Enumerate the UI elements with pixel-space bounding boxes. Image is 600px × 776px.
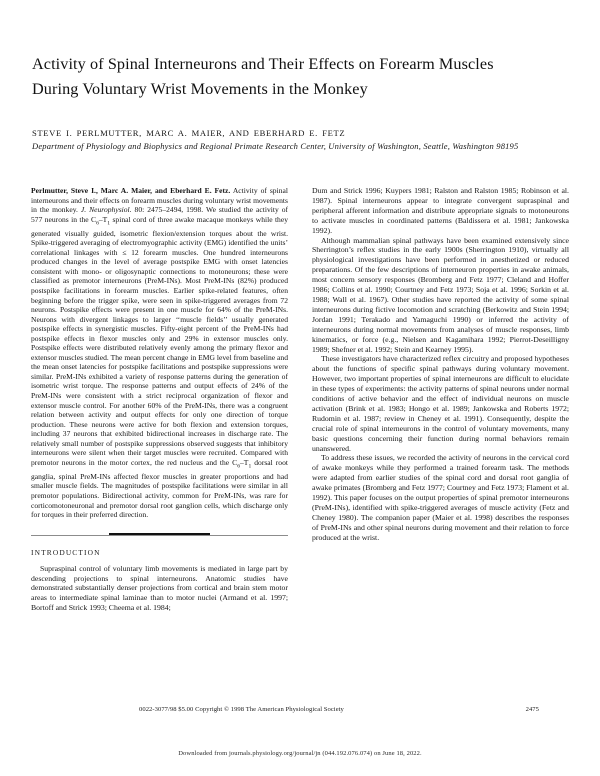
intro-paragraph-3 [312, 354, 569, 453]
divider-thick-line [109, 533, 210, 536]
abstract-body-part3: dorsal root ganglia, spinal PreM-INs affected flexor muscles in greater proportions and had smaller muscle fields. The magnitudes of postspike facilitations were similar in all premotor populations. Bidirectional activity, common for PreM-INs, was rare for corticomotoneuronal and premotor dorsal root ganglion cells, which discharge only for torques in their preferred direction. [31, 457, 288, 520]
column-right [312, 186, 569, 543]
paragraph: Although mammalian spinal pathways have been examined extensively since Sherrington’s reflex studies in the early 1900s (Sherrington 1910), virtually all physiological investigations have been performed in anesthetized or reduced preparations. Of the few descriptions of interneuron properties in awake animals, most concern sensory responses (Bromberg and Fetz 1977; Cleland and Hoffer 1986; Collins et al. 1990; Courtney and Fetz 1973; Soja et al. 1996; Sorkin et al. 1988; Wall et al. 1967). Other studies have reported the activity of some spinal interneurons during fictive locomotion and scratching (Berkowitz and Stein 1994; Jordan 1991; Terakado and Yamaguchi 1990) or inferred the activity of interneurons during normal movements from analyses of muscle responses, limb kinematics, or force (e.g., Nielsen and Kagamihara 1992; Pierrot-Deseilligny 1989; Shefner et al. 1992; Stein and Kearney 1995). [312, 235, 569, 354]
intro-paragraph-4 [312, 453, 569, 542]
paragraph: Supraspinal control of voluntary limb movements is mediated in large part by descending projections to spinal interneurons. Anatomic studies have demonstrated substantially denser projections from cortical and brain stem motor areas to intermediate spinal laminae than to motor nuclei (Armand et al. 1997; Bortoff and Strick 1993; Cheema et al. 1984; [31, 563, 288, 613]
section-divider [31, 529, 288, 543]
author-list: STEVE I. PERLMUTTER, MARC A. MAIER, AND EBERHARD E. FETZ [32, 128, 346, 138]
abstract-sub-c6: 6 [96, 220, 99, 227]
abstract [31, 186, 288, 520]
page-title [32, 52, 568, 102]
abstract-citation-title: Activity of spinal interneurons and their effects on forearm muscles during voluntary wrist movements in the monkey. [31, 186, 288, 215]
copyright-notice: 0022-3077/98 $5.00 Copyright © 1998 The American Physiological Society [139, 706, 344, 713]
abstract-dash-t: –T [98, 214, 108, 224]
abstract-sub-t1-b: 1 [248, 463, 252, 470]
affiliation: Department of Physiology and Biophysics and Regional Primate Research Center, University of Washington, Seattle, Washington 98195 [32, 140, 519, 151]
footer [139, 706, 539, 713]
paragraph: These investigators have characterized reflex circuitry and proposed hypotheses about the functions of specific spinal pathways during voluntary movement. However, two important properties of spinal interneurons are difficult to elucidate in these types of experiments: the activity patterns of spinal neurons under normal conditions of active behavior and the effect of individual neurons on muscle activation (Brink et al. 1983; Hongo et al. 1989; Jankowska and Roberts 1972; Rudomin et al. 1987; review in Cheney et al. 1991). Consequently, despite the crucial role of spinal interneurons in the control of voluntary movements, many basic questions concerning their function during normal behaviors remain unanswered. [312, 354, 569, 453]
paragraph: To address these issues, we recorded the activity of neurons in the cervical cord of awake monkeys while they performed a trained forearm task. The methods were adapted from earlier studies of the spinal cord and dorsal root ganglia of awake primates (Bromberg and Fetz 1977; Courtney and Fetz 1973; Flament et al. 1992). This paper focuses on the output properties of spinal premotor interneurons (PreM-INs), identified with spike-triggered averages of muscle activity (Fetz and Cheney 1980). The companion paper (Maier et al. 1998) describes the responses of PreM-INs and other spinal neurons during movement and their relation to force produced at the wrist. [312, 453, 569, 542]
abstract-citation-authors: Perlmutter, Steve I., Marc A. Maier, and Eberhard E. Fetz. [31, 186, 231, 195]
column-left [31, 186, 288, 613]
abstract-dash-t-b: –T [240, 457, 249, 467]
intro-paragraph-1-left [31, 564, 288, 614]
author-block [32, 127, 568, 152]
section-heading-introduction: INTRODUCTION [31, 547, 101, 557]
title-block [32, 52, 568, 102]
intro-paragraph-1-right [312, 186, 569, 236]
download-notice: Downloaded from journals.physiology.org/journal/jn (044.192.076.074) on June 18, 2022. [178, 750, 422, 757]
abstract-journal-name: J. Neurophysiol. [80, 205, 132, 215]
abstract-body-part2: spinal cord of three awake macaque monkeys while they generated visually guided, isometric flexion/extension torques about the wrist. Spike-triggered averaging of electromyographic activity (EMG) identified the units’ correlational linkages with ≤ 12 forearm muscles. One hundred interneurons produced changes in the level of average postspike EMG with onset latencies consistent with mono- or oligosynaptic connections to motoneurons; these were classified as premotor interneurons (PreM-INs). Most PreM-INs (82%) produced postspike facilitations in forearm muscles. Earlier spike-related features, often beginning before the trigger spike, were seen in spike-triggered averages from 72 neurons. Postspike effects were present in one muscle for 64% of the PreM-INs. Neurons with divergent linkages to larger ‘‘muscle fields’’ usually generated postspike effects in synergistic muscles. Fifty-eight percent of the PreM-INs had postspike effects in flexor muscles only and 29% in extensor muscles only. Postspike effects were distributed relatively evenly among the primary flexor and extensor muscles studied. The mean percent change in EMG level from baseline and the mean onset latencies for postspike facilitations and postspike suppressions were similar. PreM-INs exhibited a variety of response patterns during the generation of isometric wrist torque. The response patterns and output effects of 24% of the PreM-INs were consistent with a strict reciprocal organization of flexor and extensor muscle control. For another 60% of the PreM-INs, there was a congruent relation between activity and output effects for only one direction of torque production. These neurons were active for both flexion and extension torques, including 37 neurons that exhibited bidirectional increases in discharge rate. The relatively small number of postspike suppressions observed suggests that inhibitory interneurons were silent when their target muscles were recruited. Compared with premotor neurons in the motor cortex, the red nucleus and the C [31, 214, 289, 467]
title-line-1: Activity of Spinal Interneurons and Their Effects on Forearm Muscles [32, 55, 494, 73]
paragraph: Dum and Strick 1996; Kuypers 1981; Ralston and Ralston 1985; Robinson et al. 1987). Spinal interneurons appear to integrate convergent supraspinal and peripheral afferent information and distribute appropriate signals to motoneurons to activate muscles in coordinated patterns (Baldissera et al. 1981; Jankowska 1992). [312, 186, 569, 235]
body-columns [31, 186, 569, 613]
abstract-body-part1: We studied the activity of 577 neurons in the C [31, 205, 289, 224]
title-line-2: During Voluntary Wrist Movements in the Monkey [32, 80, 368, 98]
abstract-sub-c6-b: 6 [237, 463, 241, 470]
abstract-sub-t1: 1 [107, 220, 111, 227]
abstract-volume-pages: 80: 2475–2494, 1998. [134, 205, 204, 215]
intro-paragraph-2 [312, 236, 569, 355]
page-number: 2475 [525, 706, 539, 713]
